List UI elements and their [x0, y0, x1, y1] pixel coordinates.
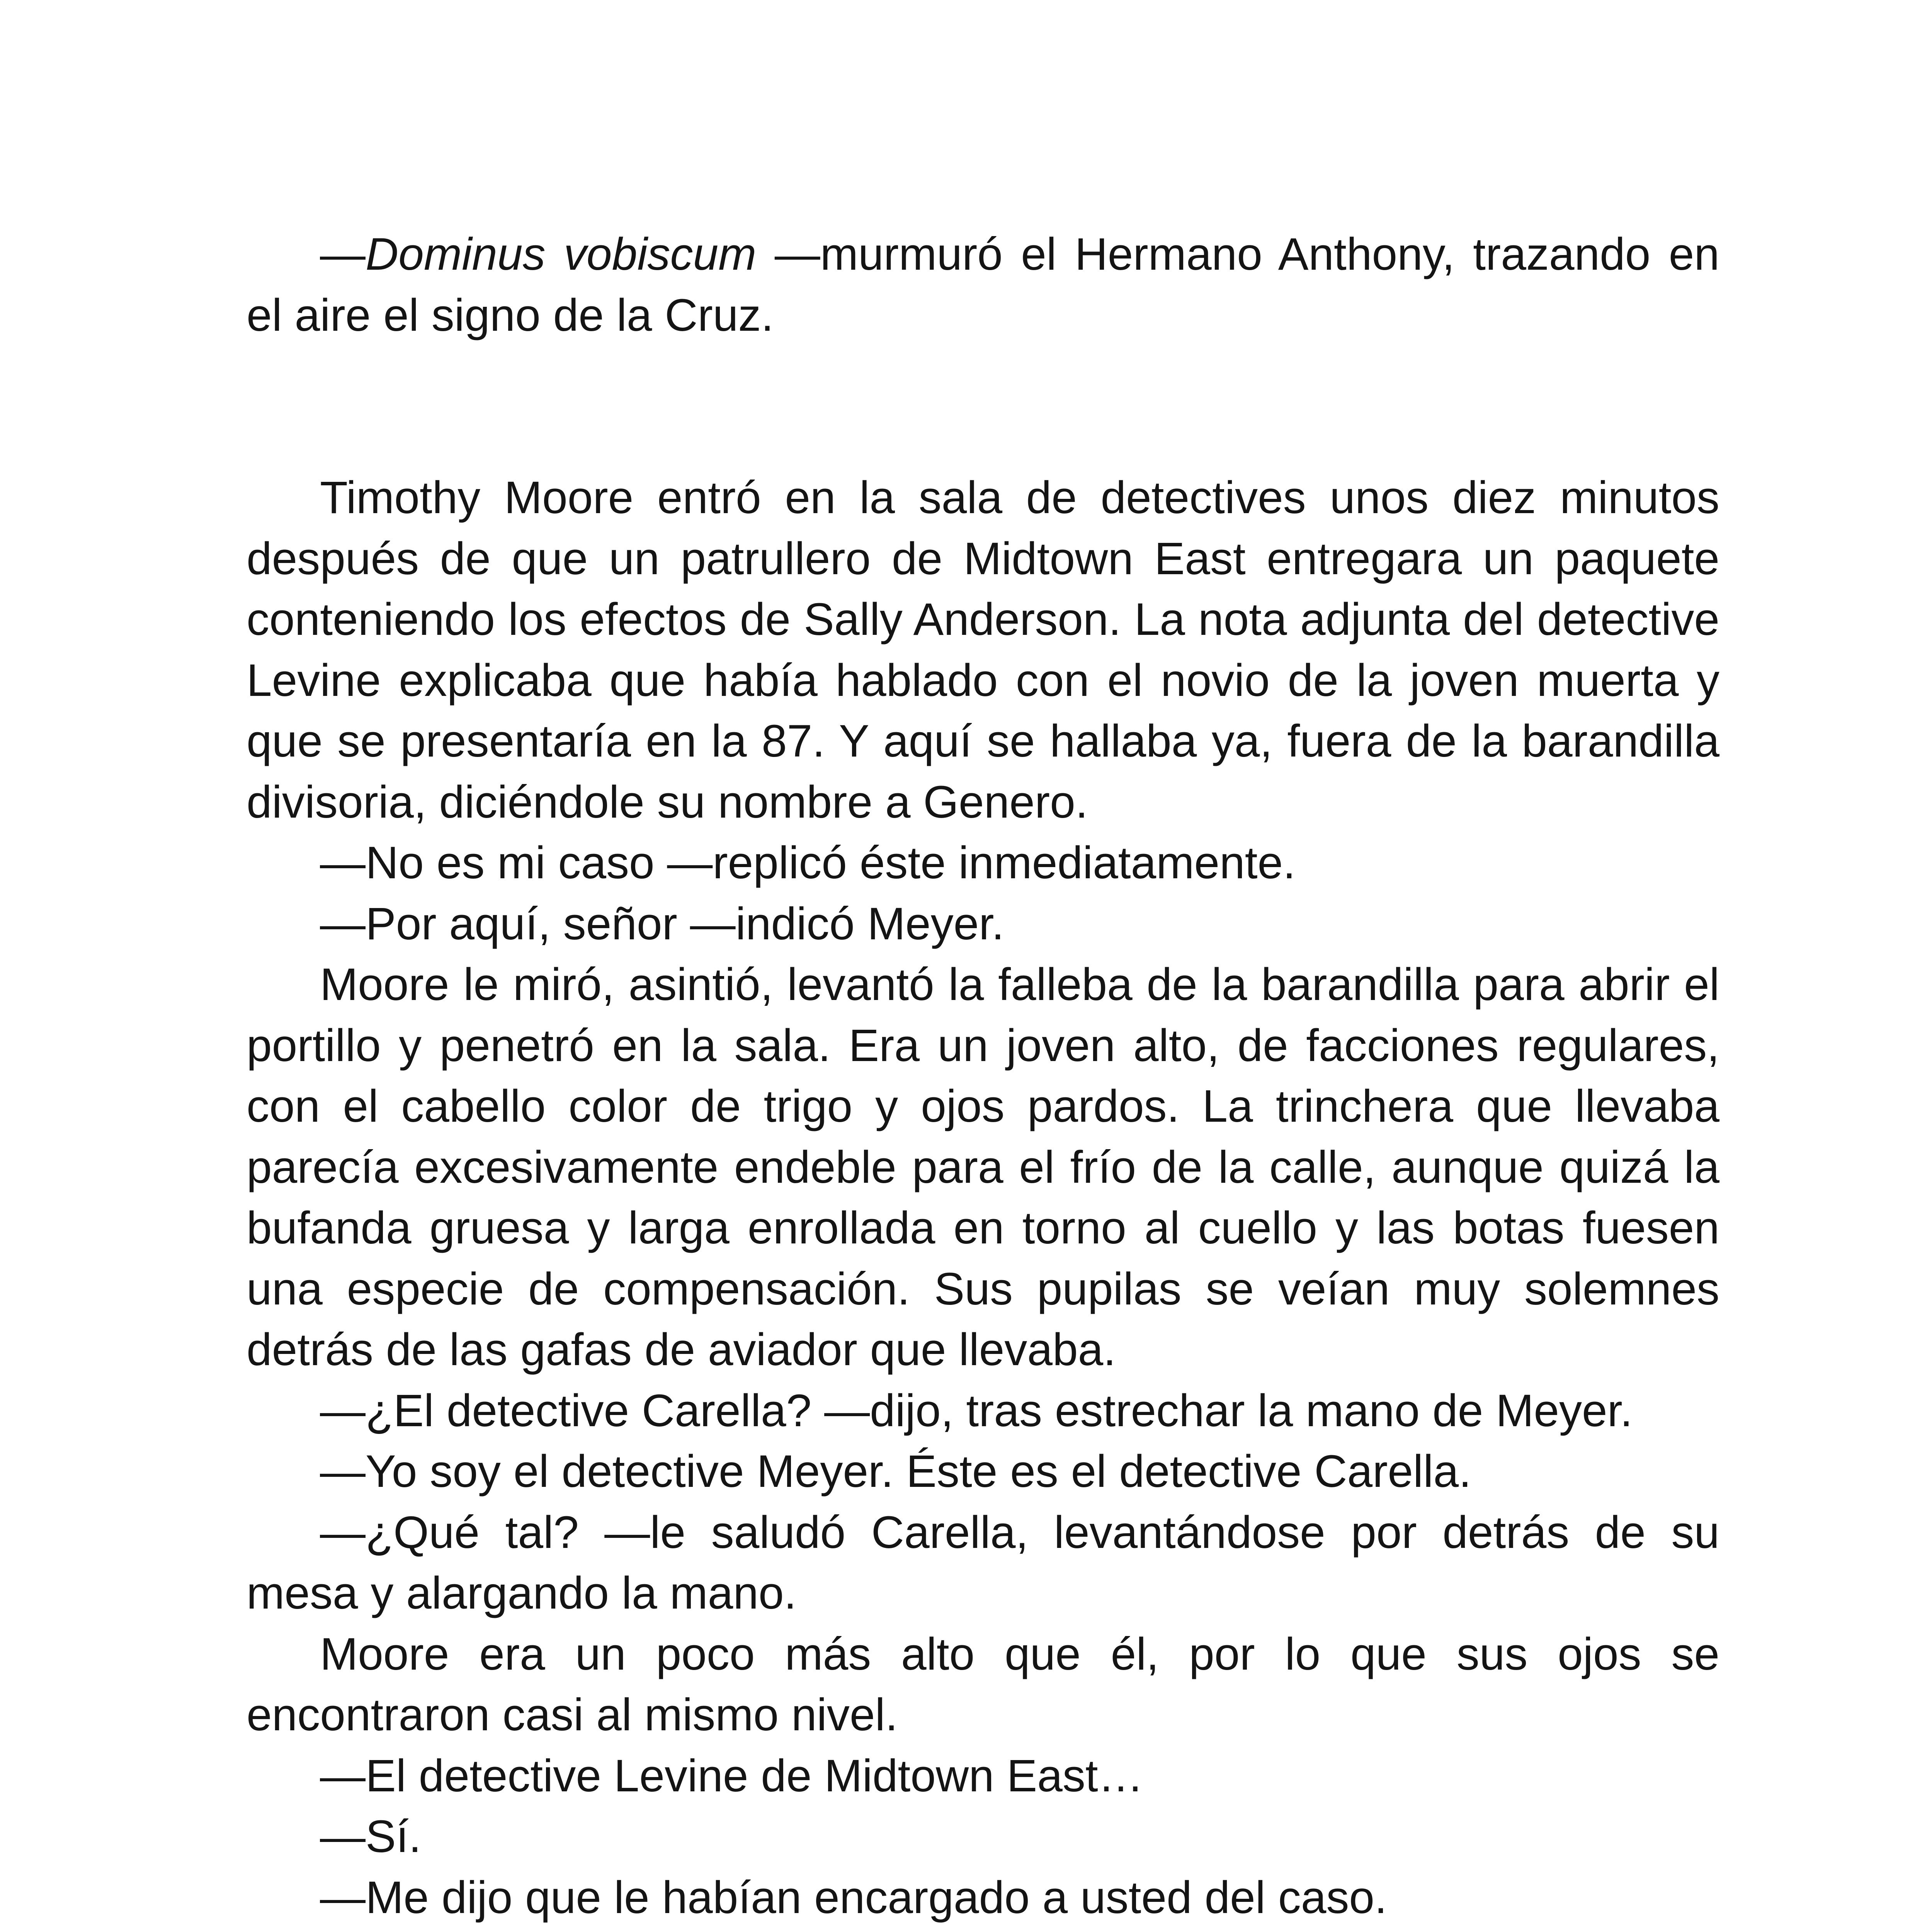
paragraph: Timothy Moore entró en la sala de detectives unos diez minutos después de que un patrullero de Midtown East entregara un paquete conteniendo los efectos de Sally Anderson. La nota adjunta del detective Levine explicaba que había hablado con el novio de la joven muerta y que se presentaría en la 87. Y aquí se hallaba ya, fuera de la barandilla divisoria, diciéndole su nombre a Genero. — [247, 472, 1719, 828]
paragraph: —Me dijo que le habían encargado a usted del caso. — [320, 1872, 1387, 1923]
page-body — [247, 224, 1719, 1932]
paragraph: —No es mi caso —replicó éste inmediatamente. — [320, 837, 1296, 888]
latin-phrase: Dominus vobiscum — [366, 229, 757, 280]
paragraph — [247, 1928, 1719, 1932]
paragraph: —Por aquí, señor —indicó Meyer. — [320, 898, 1004, 949]
section-break — [247, 346, 1719, 468]
opening-paragraph — [247, 224, 1719, 346]
paragraph: —Yo soy el detective Meyer. Éste es el detective Carella. — [320, 1446, 1471, 1497]
paragraph: Moore le miró, asintió, levantó la falleba de la barandilla para abrir el portillo y penetró en la sala. Era un joven alto, de facciones regulares, con el cabello color de trigo y ojos pardos. La trinchera que llevaba parecía excesivamente endeble para el frío de la calle, aunque quizá la bufanda gruesa y larga enrollada en torno al cuello y las botas fuesen una especie de compensación. Sus pupilas se veían muy solemnes detrás de las gafas de aviador que llevaba. — [247, 959, 1719, 1375]
paragraph: —¿El detective Carella? —dijo, tras estrechar la mano de Meyer. — [320, 1385, 1633, 1436]
paragraph: —¿Qué tal? —le saludó Carella, levantándose por detrás de su mesa y alargando la mano. — [247, 1507, 1719, 1619]
opening-rest: —murmuró el Hermano Anthony, trazando en el aire el signo de la Cruz. — [247, 229, 1719, 341]
paragraph: —El detective Levine de Midtown East… — [320, 1750, 1144, 1801]
paragraph: —Sí. — [320, 1811, 422, 1862]
paragraph: Moore era un poco más alto que él, por lo que sus ojos se encontraron casi al mismo nivel. — [247, 1628, 1719, 1740]
opening-dash: — — [320, 229, 366, 280]
